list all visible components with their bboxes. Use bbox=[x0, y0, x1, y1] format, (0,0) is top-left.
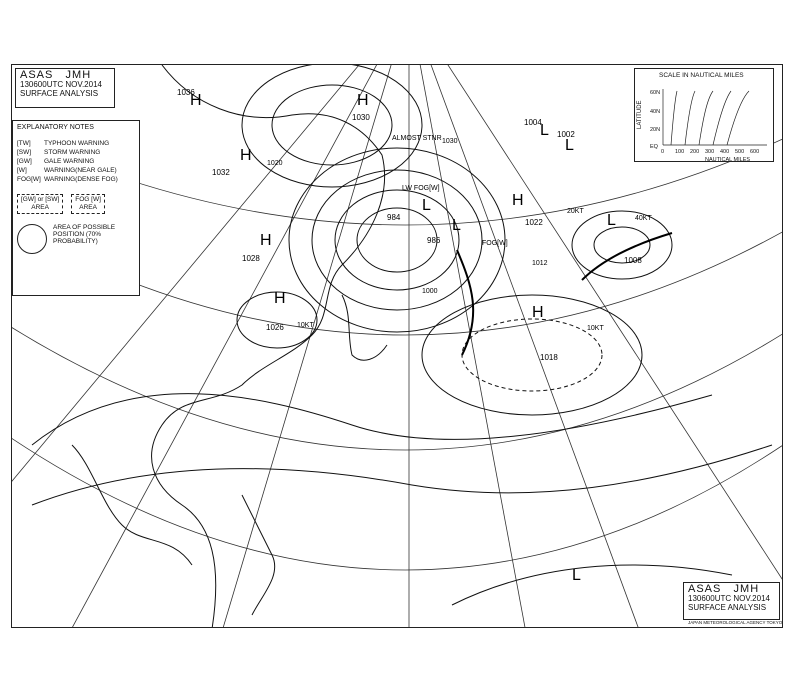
scale-title: SCALE IN NAUTICAL MILES bbox=[659, 72, 744, 79]
title-line3: SURFACE ANALYSIS bbox=[688, 603, 767, 612]
legend-row bbox=[17, 157, 135, 166]
title-agency: ASAS bbox=[688, 583, 722, 595]
center-value: 1026 bbox=[266, 323, 284, 332]
center-value: 1008 bbox=[624, 256, 642, 265]
legend-row bbox=[17, 166, 135, 175]
title-box-top bbox=[15, 68, 115, 108]
isobar-low bbox=[335, 190, 459, 290]
center-letter: L bbox=[572, 567, 581, 584]
scale-curve bbox=[685, 91, 695, 145]
meridian-line bbox=[409, 65, 532, 628]
probability-circle-icon bbox=[17, 224, 47, 254]
warning-text: LW FOG[W] bbox=[402, 185, 440, 192]
center-value: 984 bbox=[387, 213, 401, 222]
fronts bbox=[457, 233, 672, 355]
isobar-line bbox=[32, 394, 712, 445]
center-letter: L bbox=[540, 122, 549, 139]
legend-text: STORM WARNING bbox=[44, 149, 101, 156]
scale-nm-tick: 600 bbox=[750, 149, 760, 155]
center-value: 1036 bbox=[177, 88, 195, 97]
scale-chart bbox=[635, 69, 775, 163]
center-letter: L bbox=[422, 197, 431, 214]
scale-nm-tick: 100 bbox=[675, 149, 685, 155]
warnings bbox=[297, 135, 652, 332]
scale-nm-tick: 0 bbox=[661, 149, 665, 155]
agency-credit: JAPAN METEOROLOGICAL AGENCY TOKYO bbox=[688, 620, 783, 625]
center-letter: H bbox=[274, 290, 286, 307]
center-letter: H bbox=[260, 232, 272, 249]
title-box-bottom bbox=[683, 582, 780, 620]
coastline-south bbox=[72, 445, 192, 565]
legend-row bbox=[17, 175, 135, 184]
center-value: 1032 bbox=[212, 168, 230, 177]
coastline-asia bbox=[152, 65, 385, 628]
area-label: FOG [W] bbox=[75, 196, 101, 203]
warning-text: 40KT bbox=[635, 215, 652, 222]
warning-text: 10KT bbox=[587, 325, 604, 332]
isobar-high-east bbox=[462, 319, 602, 391]
scale-nm-tick: 300 bbox=[705, 149, 715, 155]
legend-code: FOG[W] bbox=[17, 176, 41, 183]
legend-text: WARNING(NEAR GALE) bbox=[44, 167, 117, 174]
scale-lat-tick: 40N bbox=[650, 109, 661, 115]
center-letter: H bbox=[512, 192, 524, 209]
isobar-low bbox=[312, 170, 482, 310]
warning-text: FOG[W] bbox=[482, 240, 508, 247]
warning-text: ALMOST STNR bbox=[392, 135, 442, 142]
legend-fog-area-symbol bbox=[71, 194, 105, 214]
area-label: AREA bbox=[79, 204, 97, 211]
center-value: 986 bbox=[427, 236, 441, 245]
center-letter: L bbox=[452, 217, 461, 234]
meridian-line bbox=[409, 65, 652, 628]
coastline-philippines bbox=[242, 495, 275, 615]
legend-area-symbol bbox=[17, 194, 63, 214]
scale-nm-tick: 200 bbox=[690, 149, 700, 155]
warning-text: 10KT bbox=[297, 322, 314, 329]
isobar-label: 1000 bbox=[422, 288, 438, 295]
legend-code: [SW] bbox=[17, 149, 32, 156]
center-letter: H bbox=[240, 147, 252, 164]
legend-code: [GW] bbox=[17, 158, 32, 165]
center-letter: L bbox=[607, 212, 616, 229]
center-value: 1018 bbox=[540, 353, 558, 362]
center-value: 1002 bbox=[557, 130, 575, 139]
legend-code: [TW] bbox=[17, 140, 31, 147]
scale-lat-tick: 60N bbox=[650, 90, 661, 96]
title-line2: 130600UTC NOV.2014 bbox=[20, 80, 102, 89]
isobar-label: 1030 bbox=[442, 138, 458, 145]
legend-area-row bbox=[17, 194, 135, 214]
isobar-low-east bbox=[572, 211, 672, 279]
scale-curve bbox=[699, 91, 713, 145]
title-source: JMH bbox=[65, 69, 92, 81]
legend-circle-text: AREA OF POSSIBLE POSITION (70% PROBABILITY) bbox=[53, 224, 116, 245]
center-value: 1028 bbox=[242, 254, 260, 263]
area-label: AREA bbox=[31, 204, 49, 211]
legend-header: EXPLANATORY NOTES bbox=[17, 124, 94, 131]
scale-axis-label: LATITUDE bbox=[637, 100, 643, 129]
center-value: 1022 bbox=[525, 218, 543, 227]
legend-row bbox=[17, 148, 135, 157]
legend-circle-row bbox=[17, 224, 135, 254]
isobar-label: 1012 bbox=[532, 260, 548, 267]
title-line1 bbox=[20, 71, 110, 80]
center-value: 1030 bbox=[352, 113, 370, 122]
legend-box bbox=[12, 120, 140, 296]
center-letter: L bbox=[565, 137, 574, 154]
scale-nm-tick: 400 bbox=[720, 149, 730, 155]
center-letter: H bbox=[532, 304, 544, 321]
scale-x-label: NAUTICAL MILES bbox=[705, 157, 751, 163]
center-letter: H bbox=[357, 92, 369, 109]
isobar-label: 1020 bbox=[267, 160, 283, 167]
title-line2: 130600UTC NOV.2014 bbox=[688, 594, 770, 603]
cold-front bbox=[457, 250, 473, 355]
center-letter: H bbox=[190, 92, 202, 109]
center-value: 1004 bbox=[524, 118, 542, 127]
scale-curve bbox=[671, 91, 677, 145]
parallel-line bbox=[12, 425, 783, 570]
warning-text: 20KT bbox=[567, 208, 584, 215]
title-source: JMH bbox=[733, 583, 760, 595]
scale-box bbox=[634, 68, 774, 162]
scale-nm-tick: 500 bbox=[735, 149, 745, 155]
title-agency: ASAS bbox=[20, 69, 54, 81]
pressure-centers bbox=[177, 88, 642, 584]
legend-row bbox=[17, 139, 135, 148]
legend-code: [W] bbox=[17, 167, 27, 174]
isobar-high bbox=[242, 65, 422, 187]
legend-text: WARNING(DENSE FOG) bbox=[44, 176, 118, 183]
legend-text: GALE WARNING bbox=[44, 158, 95, 165]
title-line1 bbox=[688, 585, 775, 594]
legend-text: TYPHOON WARNING bbox=[44, 140, 110, 147]
scale-curve bbox=[727, 91, 749, 145]
title-line3: SURFACE ANALYSIS bbox=[20, 89, 99, 98]
scale-lat-tick: 20N bbox=[650, 127, 661, 133]
area-label: [GW] or [SW] bbox=[21, 196, 60, 203]
scale-curve bbox=[713, 91, 731, 145]
scale-lat-tick: EQ bbox=[650, 144, 658, 150]
